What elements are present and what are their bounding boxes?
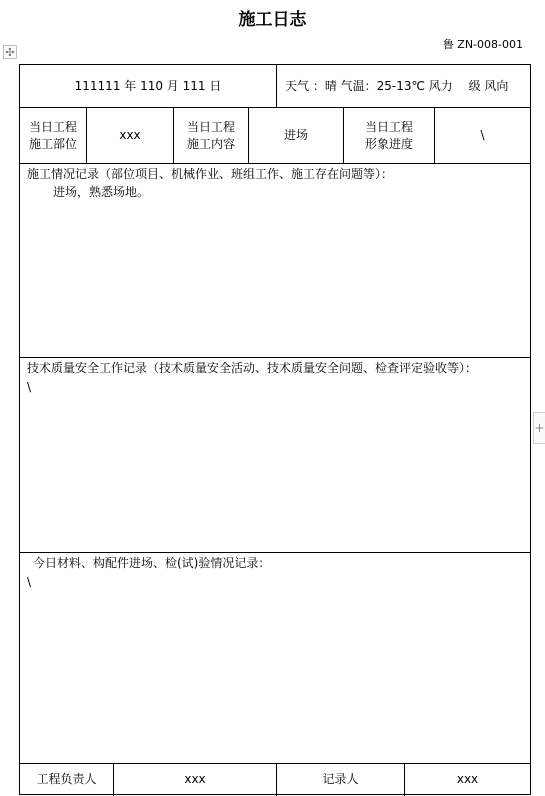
date-cell[interactable]: 111111 年 110 月 111 日: [74, 78, 222, 93]
content-value-cell[interactable]: 进场: [283, 128, 308, 142]
content-label-line2: 施工内容: [186, 136, 235, 151]
manager-label-cell: 工程负责人: [36, 772, 97, 786]
safety-section-body[interactable]: \: [27, 380, 32, 394]
page-title: 施工日志: [238, 10, 307, 30]
plus-icon[interactable]: +: [533, 412, 545, 444]
progress-label-line2: 形象进度: [364, 136, 413, 151]
progress-label-cell: [344, 108, 434, 163]
safety-section-title: 技术质量安全工作记录（技术质量安全活动、技术质量安全问题、检查评定验收等）：: [27, 361, 478, 375]
log-table: [19, 64, 531, 795]
recorder-value-cell[interactable]: xxx: [456, 772, 479, 786]
weather-cell[interactable]: 天气 ：晴 气温：25-13℃ 风力 级 风向: [285, 78, 509, 93]
construction-section-title: 施工情况记录（部位项目、机械作业、班组工作、施工存在问题等）：: [27, 167, 394, 181]
part-label-line2: 施工部位: [28, 136, 77, 151]
materials-section-body[interactable]: \: [27, 575, 32, 589]
progress-label-line1: 当日工程: [364, 119, 413, 134]
content-label-cell: [174, 108, 248, 163]
progress-value-cell[interactable]: \: [480, 128, 485, 142]
part-label-cell: [20, 108, 86, 163]
manager-value-cell[interactable]: xxx: [184, 772, 206, 786]
row-divider: [20, 163, 530, 164]
row-divider: [20, 357, 530, 358]
materials-section-title: 今日材料、构配件进场、检(试)验情况记录：: [33, 556, 271, 570]
part-label-line1: 当日工程: [28, 119, 77, 134]
construction-section-body[interactable]: 进场，熟悉场地。: [53, 185, 150, 199]
document-number: 鲁 ZN-008-001: [442, 38, 523, 51]
row-divider: [20, 552, 530, 553]
move-arrows-icon[interactable]: ✣: [3, 45, 17, 59]
part-value-cell[interactable]: xxx: [119, 128, 141, 142]
content-label-line1: 当日工程: [186, 119, 235, 134]
recorder-label-cell: 记录人: [322, 772, 359, 786]
